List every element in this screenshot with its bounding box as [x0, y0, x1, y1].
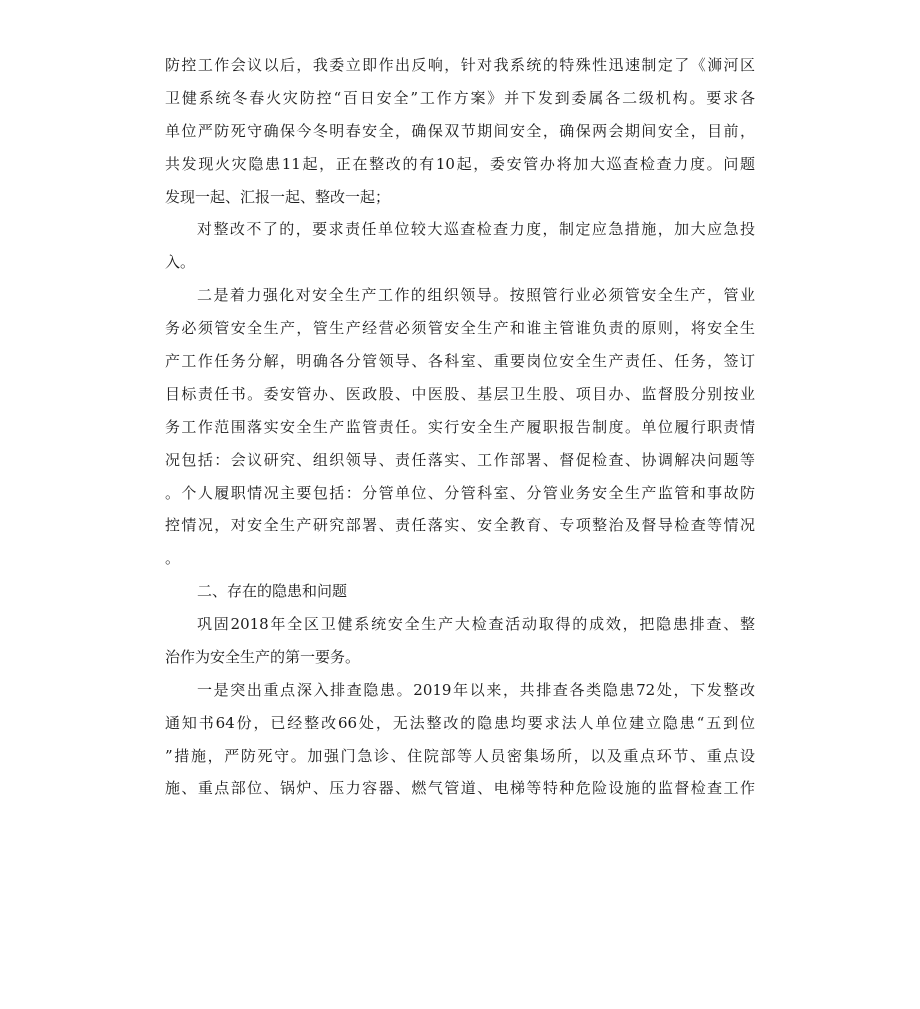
text-line: 。个人履职情况主要包括：分管单位、分管科室、分管业务安全生产监管和事故防 [165, 484, 755, 502]
text-line: 控情况，对安全生产研究部署、责任落实、安全教育、专项整治及督导检查等情况 [165, 516, 755, 534]
text-line: 发现一起、汇报一起、整改一起； [165, 188, 391, 206]
paragraph-start-line: 一是突出重点深入排查隐患。2019年以来，共排查各类隐患72处，下发整改 [197, 681, 755, 699]
paragraph-start-line: 对整改不了的，要求责任单位较大巡查检查力度，制定应急措施，加大应急投 [197, 220, 755, 238]
text-line: 务必须管安全生产，管生产经营必须管安全生产和谁主管谁负责的原则，将安全生 [165, 319, 755, 337]
text-line: 。 [165, 549, 181, 567]
text-line: 目标责任书。委安管办、医政股、中医股、基层卫生股、项目办、监督股分别按业 [165, 385, 755, 403]
text-line: 产工作任务分解，明确各分管领导、各科室、重要岗位安全生产责任、任务，签订 [165, 352, 755, 370]
text-line: 单位严防死守确保今冬明春安全，确保双节期间安全，确保两会期间安全，目前， [165, 122, 755, 140]
text-line: 通知书64份，已经整改66处，无法整改的隐患均要求法人单位建立隐患“五到位 [165, 714, 755, 732]
text-line: 共发现火灾隐患11起，正在整改的有10起，委安管办将加大巡查检查力度。问题 [165, 155, 755, 173]
text-line: 防控工作会议以后，我委立即作出反响，针对我系统的特殊性迅速制定了《浉河区 [165, 56, 755, 74]
text-line: 治作为安全生产的第一要务。 [165, 648, 361, 666]
section-heading: 二、存在的隐患和问题 [197, 582, 348, 600]
text-line: 务工作范围落实安全生产监管责任。实行安全生产履职报告制度。单位履行职责情 [165, 418, 755, 436]
text-line: ”措施，严防死守。加强门急诊、住院部等人员密集场所，以及重点环节、重点设 [165, 747, 755, 765]
paragraph-start-line: 二是着力强化对安全生产工作的组织领导。按照管行业必须管安全生产，管业 [197, 286, 755, 304]
paragraph-start-line: 巩固2018年全区卫健系统安全生产大检查活动取得的成效，把隐患排查、整 [197, 615, 755, 633]
text-line: 施、重点部位、锅炉、压力容器、燃气管道、电梯等特种危险设施的监督检查工作 [165, 779, 755, 797]
text-line: 况包括：会议研究、组织领导、责任落实、工作部署、督促检查、协调解决问题等 [165, 451, 755, 469]
text-line: 卫健系统冬春火灾防控“百日安全”工作方案》并下发到委属各二级机构。要求各 [165, 89, 755, 107]
text-line: 入。 [165, 253, 196, 271]
